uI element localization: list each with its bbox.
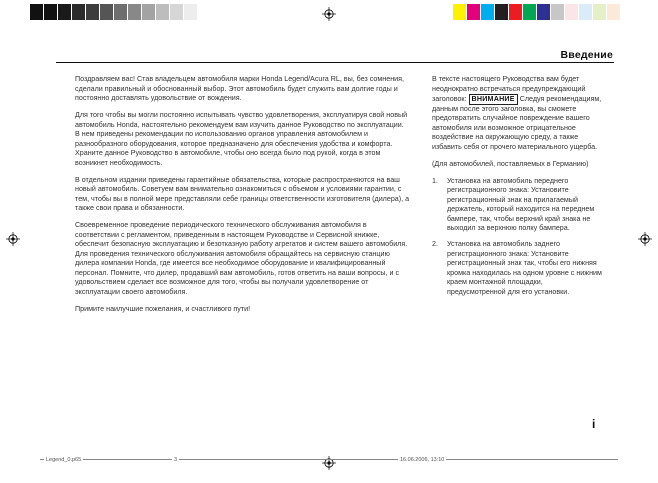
footer-filename: Legend_0.p65 bbox=[46, 457, 82, 463]
paragraph-warranty: В отдельном издании приведены гарантийные обязательства, которые распространяются на ваш новый автомобиль. Советуем вам внимательно ознакомиться с объемом и условиями гарантии, с тем, чтобы вы в полной мере представляли себе границы ответственности изготовителя (дилера), а также свои права и обязанности. bbox=[75, 175, 410, 212]
paragraph-greeting: Поздравляем вас! Став владельцем автомобиля марки Honda Legend/Acura RL, вы, без сомнения, сделали правильный и обоснованный выбор. Этот автомобиль будет служить вам долгие годы и постоянно доставлять удовольствие от вождения. bbox=[75, 75, 404, 102]
gray-swatch bbox=[156, 4, 170, 20]
list-item bbox=[432, 177, 602, 234]
color-swatch bbox=[523, 4, 537, 20]
page-number: i bbox=[592, 417, 596, 431]
warning-badge: ВНИМАНИЕ bbox=[469, 94, 518, 105]
color-swatch bbox=[607, 4, 621, 20]
gray-swatch bbox=[170, 4, 184, 20]
color-swatch bbox=[565, 4, 579, 20]
color-swatch bbox=[467, 4, 481, 20]
gray-swatch bbox=[114, 4, 128, 20]
footer-page: 3 bbox=[174, 457, 178, 463]
list-item bbox=[432, 240, 602, 297]
gray-swatch bbox=[58, 4, 72, 20]
list-item-text: Установка на автомобиль переднего регистрационного знака: Установите регистрационный знак на прилагаемый держатель, который находится на переднем бампере, так, чтобы верхний край знака не выходил за верхнюю полку бампера. bbox=[447, 176, 595, 232]
color-swatch bbox=[593, 4, 607, 20]
gray-swatch bbox=[72, 4, 86, 20]
paragraph-maintenance: Своевременное проведение периодического технического обслуживания автомобиля в соответствии с регламентом, приведенным в настоящем Руководстве и Сервисной книжке, обеспечит безопасную эксплуатацию и безотказную работу агрегатов и систем вашего автомобиля. Для проведения технического обслуживания автомобиля обращайтесь на сервисную станцию дилера компании Honda, где имеется все необходимое оборудование и квалифицированный персонал. Помните, что дилер, продавший вам автомобиль, готов ответить на ваши вопросы, и с удовольствием сделает все возможное для того, чтобы вы получали удовлетворение от эксплуатации своего автомобиля. bbox=[75, 221, 408, 296]
gray-swatch bbox=[100, 4, 114, 20]
paragraph-manual-advice: Для того чтобы вы могли постоянно испытывать чувство удовлетворения, эксплуатируя свой новый автомобиль Honda, настоятельно рекомендуем вам изучить данное Руководство по эксплуатации. В нем приведены рекомендации по использованию органов управления автомобилем и разнообразного оборудования, которое предназначено для обеспечения удобства и комфорта. Храните данное Руководство в автомобиле, чтобы оно всегда было под рукой, когда в этом возникнет необходимость. bbox=[75, 111, 408, 167]
list-item-text: Установка на автомобиль заднего регистрационного знака: Установите регистрационный знак так, чтобы его нижняя кромка находилась на одном уровне с нижним краем монтажной площадки, предусмотренной для его установки. bbox=[447, 240, 602, 296]
color-swatch bbox=[579, 4, 593, 20]
license-plate-list bbox=[432, 177, 602, 298]
gray-swatch bbox=[44, 4, 58, 20]
color-swatch bbox=[481, 4, 495, 20]
list-marker: 2. bbox=[432, 240, 438, 248]
color-swatch bbox=[551, 4, 565, 20]
registration-mark-icon bbox=[6, 232, 20, 246]
color-swatch bbox=[495, 4, 509, 20]
warning-intro-continued: Следуя рекомендациям, данным после этого заголовка, вы сможете предотвратить случайное повреждение вашего автомобиля или возможное отрицательное воздействие на окружающую среду, а также избавить себя от прочего материального ущерба. bbox=[432, 95, 602, 151]
gray-swatch bbox=[86, 4, 100, 20]
header-divider bbox=[56, 62, 614, 63]
registration-mark-icon bbox=[638, 232, 652, 246]
paragraph-wishes: Примите наилучшие пожелания, и счастливого пути! bbox=[75, 304, 251, 313]
page-title: Введение bbox=[560, 49, 613, 61]
right-column bbox=[432, 75, 602, 304]
gray-swatch bbox=[30, 4, 44, 20]
gray-swatch bbox=[128, 4, 142, 20]
registration-bar-color bbox=[453, 4, 621, 20]
left-column bbox=[75, 75, 410, 322]
color-swatch bbox=[537, 4, 551, 20]
color-swatch bbox=[453, 4, 467, 20]
registration-bar-gray bbox=[30, 4, 198, 20]
color-swatch bbox=[509, 4, 523, 20]
footer-datetime: 16.06.2006, 13:10 bbox=[400, 457, 445, 463]
paragraph-warning-intro bbox=[432, 75, 602, 152]
registration-mark-icon bbox=[322, 7, 336, 21]
gray-swatch bbox=[184, 4, 198, 20]
footer-divider bbox=[40, 459, 618, 460]
paragraph-germany-note: (Для автомобилей, поставляемых в Германию) bbox=[432, 159, 589, 168]
warning-intro-text: В тексте настоящего Руководства вам будет неоднократно встречаться предупреждающий заголовок: bbox=[432, 75, 586, 103]
list-marker: 1. bbox=[432, 176, 438, 185]
gray-swatch bbox=[142, 4, 156, 20]
